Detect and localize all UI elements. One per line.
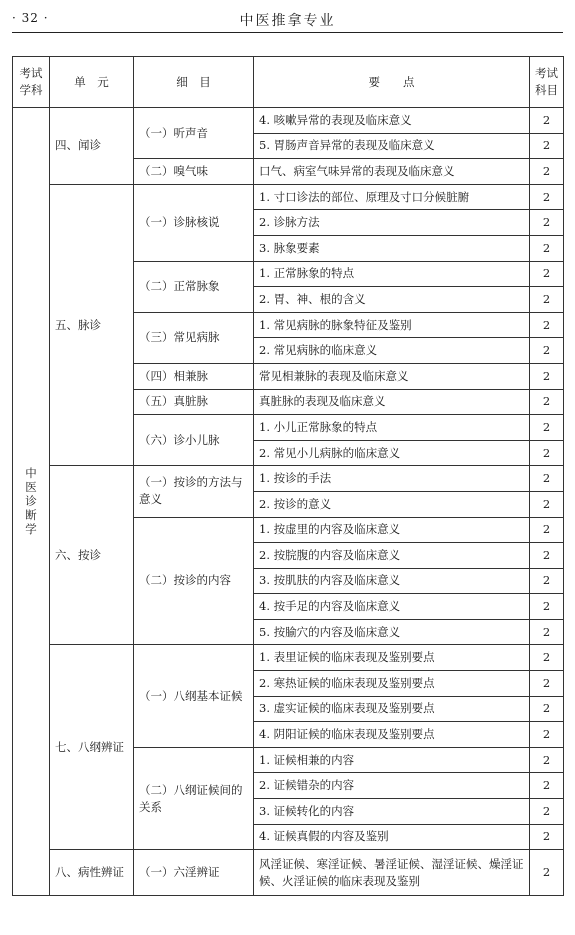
point-cell: 1. 寸口诊法的部位、原理及寸口分候脏腑 <box>254 184 530 210</box>
level-cell: 2 <box>530 491 564 517</box>
level-cell: 2 <box>530 312 564 338</box>
header-level: 考试科目 <box>530 57 564 108</box>
item-cell: （二）正常脉象 <box>134 261 254 312</box>
subject-cell <box>13 108 50 896</box>
point-cell: 2. 常见病脉的临床意义 <box>254 338 530 364</box>
item-cell: （二）按诊的内容 <box>134 517 254 645</box>
point-cell: 2. 按诊的意义 <box>254 491 530 517</box>
point-cell: 1. 表里证候的临床表现及鉴别要点 <box>254 645 530 671</box>
level-cell: 2 <box>530 210 564 236</box>
level-cell: 2 <box>530 108 564 134</box>
table-row <box>13 466 564 492</box>
item-cell: （一）按诊的方法与意义 <box>134 466 254 517</box>
point-cell: 口气、病室气味异常的表现及临床意义 <box>254 159 530 185</box>
point-cell: 1. 证候相兼的内容 <box>254 747 530 773</box>
unit-cell: 五、脉诊 <box>50 184 134 466</box>
level-cell: 2 <box>530 568 564 594</box>
header-item: 细 目 <box>134 57 254 108</box>
level-cell: 2 <box>530 722 564 748</box>
level-cell: 2 <box>530 466 564 492</box>
level-cell: 2 <box>530 415 564 441</box>
point-cell: 1. 按虚里的内容及临床意义 <box>254 517 530 543</box>
table-body <box>13 108 564 896</box>
table-row <box>13 108 564 134</box>
point-cell: 4. 阴阳证候的临床表现及鉴别要点 <box>254 722 530 748</box>
point-cell: 1. 正常脉象的特点 <box>254 261 530 287</box>
item-cell: （六）诊小儿脉 <box>134 415 254 466</box>
syllabus-table <box>12 56 564 896</box>
point-cell: 风淫证候、寒淫证候、暑淫证候、湿淫证候、燥淫证候、火淫证候的临床表现及鉴别 <box>254 850 530 896</box>
point-cell: 3. 证候转化的内容 <box>254 799 530 825</box>
point-cell: 2. 诊脉方法 <box>254 210 530 236</box>
point-cell: 4. 咳嗽异常的表现及临床意义 <box>254 108 530 134</box>
level-cell: 2 <box>530 235 564 261</box>
page-number: · 32 · <box>12 11 49 25</box>
point-cell: 1. 按诊的手法 <box>254 466 530 492</box>
item-cell: （二）八纲证候间的关系 <box>134 747 254 849</box>
point-cell: 2. 证候错杂的内容 <box>254 773 530 799</box>
level-cell: 2 <box>530 440 564 466</box>
item-cell: （一）六淫辨证 <box>134 850 254 896</box>
item-cell: （二）嗅气味 <box>134 159 254 185</box>
level-cell: 2 <box>530 747 564 773</box>
level-cell: 2 <box>530 287 564 313</box>
table-row <box>13 184 564 210</box>
level-cell: 2 <box>530 850 564 896</box>
level-cell: 2 <box>530 696 564 722</box>
level-cell: 2 <box>530 824 564 850</box>
point-cell: 2. 胃、神、根的含义 <box>254 287 530 313</box>
level-cell: 2 <box>530 619 564 645</box>
point-cell: 5. 胃肠声音异常的表现及临床意义 <box>254 133 530 159</box>
level-cell: 2 <box>530 645 564 671</box>
page-header <box>12 6 563 33</box>
running-title: 中医推拿专业 <box>239 13 336 29</box>
level-cell: 2 <box>530 133 564 159</box>
level-cell: 2 <box>530 543 564 569</box>
item-cell: （一）八纲基本证候 <box>134 645 254 747</box>
item-cell: （一）听声音 <box>134 108 254 159</box>
point-cell: 3. 按肌肤的内容及临床意义 <box>254 568 530 594</box>
level-cell: 2 <box>530 799 564 825</box>
unit-cell: 七、八纲辨证 <box>50 645 134 850</box>
level-cell: 2 <box>530 594 564 620</box>
table-row <box>13 850 564 896</box>
point-cell: 常见相兼脉的表现及临床意义 <box>254 363 530 389</box>
table-row <box>13 645 564 671</box>
level-cell: 2 <box>530 338 564 364</box>
header-points: 要 点 <box>254 57 530 108</box>
level-cell: 2 <box>530 261 564 287</box>
point-cell: 4. 证候真假的内容及鉴别 <box>254 824 530 850</box>
point-cell: 3. 虚实证候的临床表现及鉴别要点 <box>254 696 530 722</box>
level-cell: 2 <box>530 389 564 415</box>
subject-label: 中医诊断学 <box>25 465 37 536</box>
level-cell: 2 <box>530 671 564 697</box>
unit-cell: 四、闻诊 <box>50 108 134 185</box>
point-cell: 5. 按腧穴的内容及临床意义 <box>254 619 530 645</box>
level-cell: 2 <box>530 184 564 210</box>
header-unit: 单 元 <box>50 57 134 108</box>
point-cell: 2. 寒热证候的临床表现及鉴别要点 <box>254 671 530 697</box>
point-cell: 真脏脉的表现及临床意义 <box>254 389 530 415</box>
item-cell: （四）相兼脉 <box>134 363 254 389</box>
level-cell: 2 <box>530 517 564 543</box>
point-cell: 2. 常见小儿病脉的临床意义 <box>254 440 530 466</box>
point-cell: 1. 常见病脉的脉象特征及鉴别 <box>254 312 530 338</box>
unit-cell: 八、病性辨证 <box>50 850 134 896</box>
item-cell: （三）常见病脉 <box>134 312 254 363</box>
point-cell: 1. 小儿正常脉象的特点 <box>254 415 530 441</box>
level-cell: 2 <box>530 773 564 799</box>
level-cell: 2 <box>530 159 564 185</box>
point-cell: 2. 按脘腹的内容及临床意义 <box>254 543 530 569</box>
point-cell: 4. 按手足的内容及临床意义 <box>254 594 530 620</box>
header-subject: 考试学科 <box>13 57 50 108</box>
unit-cell: 六、按诊 <box>50 466 134 645</box>
table-header-row <box>13 57 564 108</box>
level-cell: 2 <box>530 363 564 389</box>
item-cell: （五）真脏脉 <box>134 389 254 415</box>
point-cell: 3. 脉象要素 <box>254 235 530 261</box>
item-cell: （一）诊脉核说 <box>134 184 254 261</box>
